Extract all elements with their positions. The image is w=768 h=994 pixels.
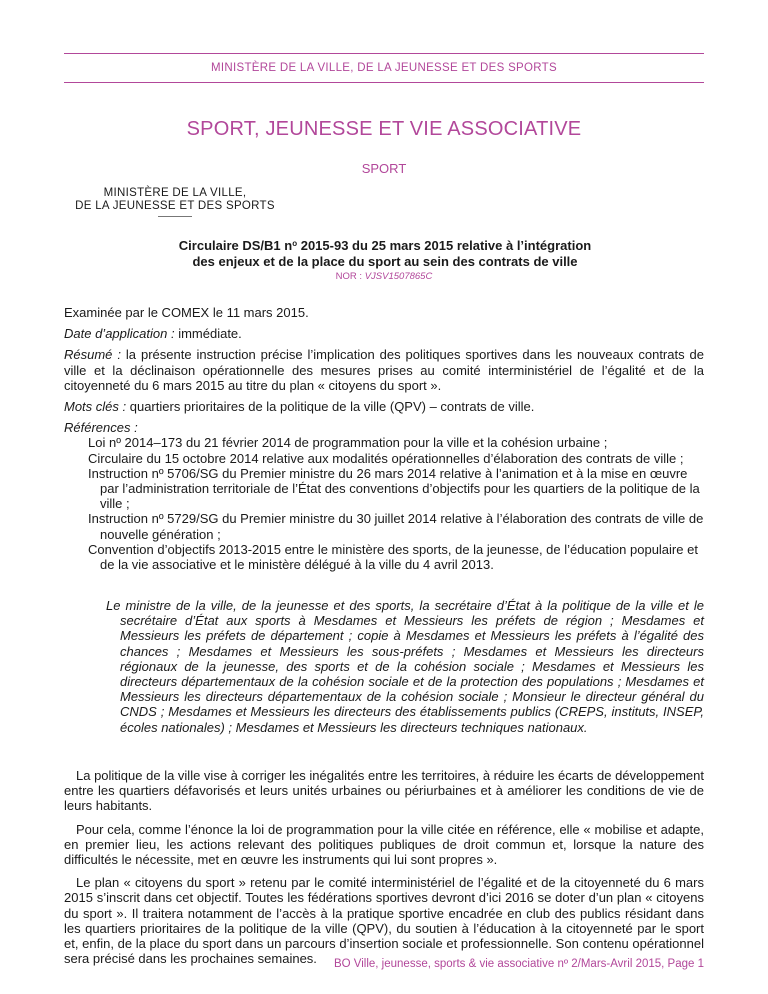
ministry-divider — [158, 216, 192, 217]
reference-item: Instruction nº 5706/SG du Premier ministre du 26 mars 2014 relative à l’animation et à la mise en œuvre par l’administration territoriale de l’État des conventions d’objectifs pour les quartiers de la politique de la ville ; — [88, 465, 700, 512]
section-title: SPORT, JEUNESSE ET VIE ASSOCIATIVE — [186, 118, 582, 140]
nor-label: NOR : — [335, 271, 365, 282]
summary-text: la présente instruction précise l’implication des politiques sportives dans les nouveaux contrats de ville et la déclinaison opérationnelle des mesures prises au comité interministériel de l’égalité et de la citoyenneté du 6 mars 2015 au titre du plan « citoyens du sport ». — [64, 347, 704, 393]
date-value: immédiate. — [174, 326, 242, 342]
paragraph: Pour cela, comme l’énonce la loi de programmation pour la ville citée en référence, elle « mobilise et adapte, en premier lieu, les actions relevant des politiques publiques de droit commun et, lorsque la nature des difficultés le nécessite, met en œuvre les instruments qui lui sont propres ». — [64, 821, 704, 868]
top-rule — [64, 53, 704, 54]
circular-title-part-b: 2015-93 du 25 mars 2015 relative à l’intégration — [297, 238, 592, 253]
ministry-block — [60, 187, 290, 217]
nor-reference — [64, 271, 704, 282]
header-rule — [64, 82, 704, 83]
ministry-line-2: DE LA JEUNESSE ET DES SPORTS — [75, 200, 275, 212]
date-label: Date d’application : — [64, 326, 175, 342]
addressees-text: Le ministre de la ville, de la jeunesse et des sports, la secrétaire d’État à la politique de la ville et le secrétaire d’État aux sports à Mesdames et Messieurs les préfets de région ; Mesdames et Messieurs les préfets de département ; copie à Mesdames et Messieurs les préfets à l’égalité des chances ; Mesdames et Messieurs les sous-préfets ; Mesdames et Messieurs les directeurs régionaux de la jeunesse, des sports et de la cohésion sociale ; Mesdames et Messieurs les directeurs départementaux de la cohésion sociale et de la protection des populations ; Mesdames et Messieurs les directeurs départementaux de la cohésion sociale ; Monsieur le directeur général du CNDS ; Mesdames et Messieurs les directeurs des établissements publics (CREPS, instituts, INSEP, écoles nationales) ; Mesdames et Messieurs les directeurs techniques nationaux. — [106, 598, 704, 735]
circular-title — [90, 236, 680, 270]
keywords — [64, 399, 704, 414]
circular-title-part-a: Circulaire DS/B1 n — [178, 238, 293, 253]
paragraph: Le plan « citoyens du sport » retenu par le comité interministériel de l’égalité et de la citoyenneté du 6 mars 2015 s’inscrit dans cet objectif. Toutes les fédérations sportives devront d’ici 2016 se doter d’un plan « citoyens du sport ». Il traitera notamment de l’accès à la pratique sportive encadrée en club des publics résidant dans les quartiers prioritaires de la politique de la ville (QPV), du soutien à l’éducation à la citoyenneté par le sport et, enfin, de la place du sport dans un parcours d’insertion sociale et professionnelle. Son contenu opérationnel sera précisé dans les prochaines semaines. — [64, 875, 704, 967]
paragraph: La politique de la ville vise à corriger les inégalités entre les territoires, à réduire les écarts de développement entre les quartiers défavorisés et leurs unités urbaines ou périurbaines et à améliorer les conditions de vie de leurs habitants. — [64, 768, 704, 814]
reference-item: Instruction nº 5729/SG du Premier ministre du 30 juillet 2014 relative à l’élaboration des contrats de ville de nouvelle génération ; — [88, 511, 704, 542]
body-paragraphs — [64, 768, 704, 966]
running-head: MINISTÈRE DE LA VILLE, DE LA JEUNESSE ET DES SPORTS — [211, 62, 557, 74]
keywords-text: quartiers prioritaires de la politique de la ville (QPV) – contrats de ville. — [126, 399, 535, 415]
examined-line: Examinée par le COMEX le 11 mars 2015. — [64, 305, 309, 320]
summary-label: Résumé : — [64, 347, 121, 363]
circular-title-line-2: des enjeux et de la place du sport au sein des contrats de ville — [192, 254, 578, 269]
circular-title-sup: o — [292, 239, 298, 248]
page-footer: BO Ville, jeunesse, sports & vie associative nº 2/Mars-Avril 2015, Page 1 — [333, 958, 704, 970]
section-subtitle: SPORT — [361, 161, 407, 176]
ministry-line-1: MINISTÈRE DE LA VILLE, — [103, 187, 247, 199]
date-line — [64, 326, 704, 341]
keywords-label: Mots clés : — [64, 399, 127, 415]
reference-item: Loi nº 2014–173 du 21 février 2014 de programmation pour la ville et la cohésion urbaine ; — [88, 435, 608, 451]
reference-item: Convention d’objectifs 2013-2015 entre le ministère des sports, de la jeunesse, de l’éducation populaire et de la vie associative et le ministère délégué à la ville du 4 avril 2013. — [88, 541, 698, 573]
nor-value: VJSV1507865C — [364, 271, 433, 282]
references-list — [64, 435, 704, 572]
meta-block — [64, 305, 704, 572]
reference-item: Circulaire du 15 octobre 2014 relative aux modalités opérationnelles d’élaboration des contrats de ville ; — [88, 450, 684, 466]
addressees — [106, 598, 704, 735]
summary — [64, 347, 704, 393]
references-label: Références : — [64, 420, 138, 436]
